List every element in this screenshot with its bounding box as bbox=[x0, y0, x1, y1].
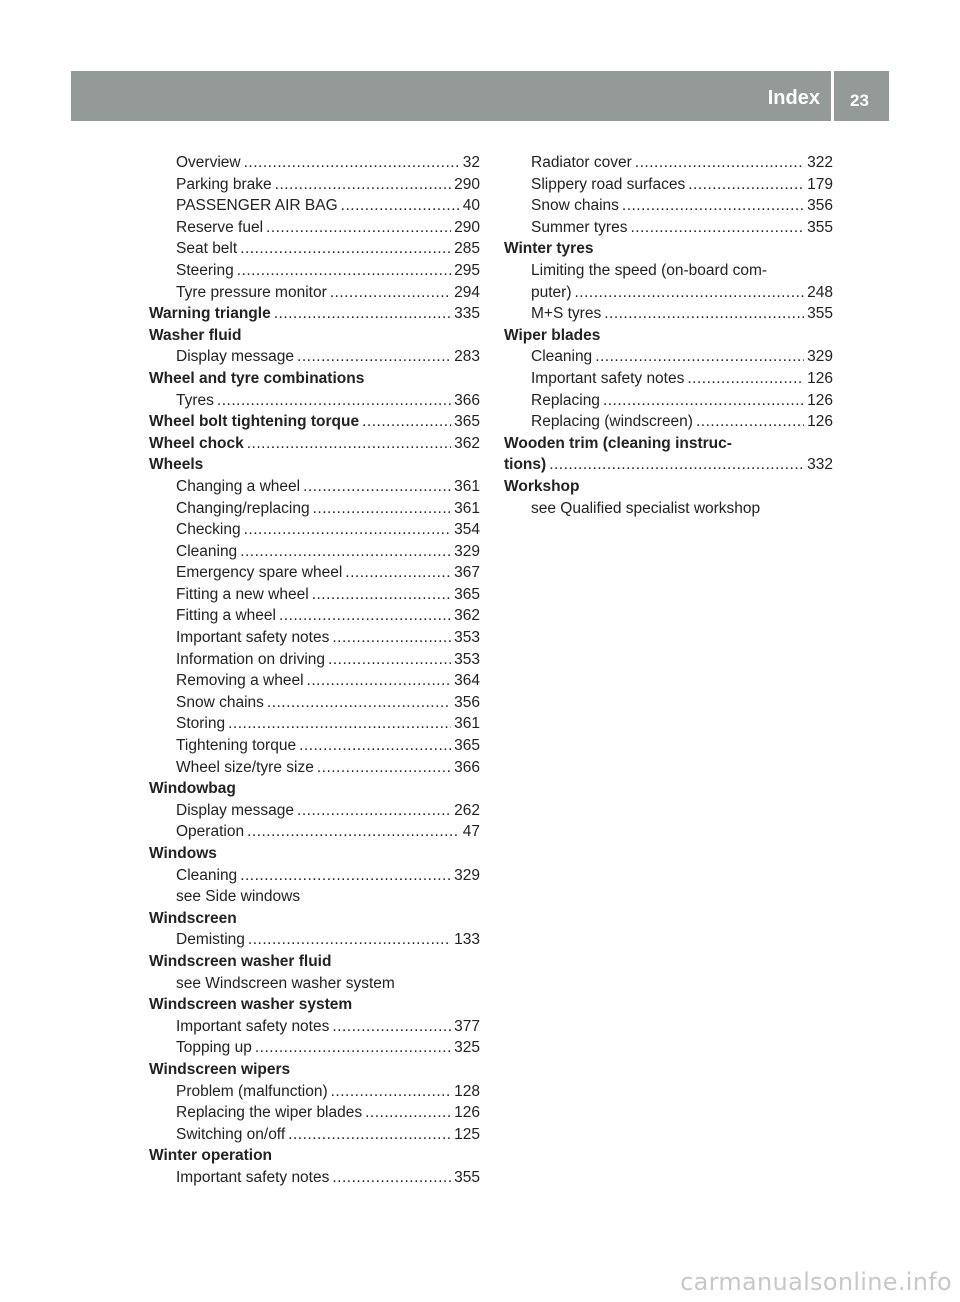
leader-dots bbox=[332, 1167, 451, 1189]
index-entry bbox=[149, 368, 480, 390]
leader-dots bbox=[687, 368, 804, 390]
index-entry bbox=[149, 778, 480, 800]
leader-dots bbox=[603, 390, 804, 412]
leader-dots bbox=[332, 627, 451, 649]
entry-page-number: 32 bbox=[462, 154, 480, 171]
index-entry bbox=[149, 713, 480, 735]
entry-label: Display message bbox=[176, 348, 295, 366]
index-entry bbox=[149, 843, 480, 865]
entry-label: Overview bbox=[176, 154, 241, 171]
leader-dots bbox=[312, 584, 451, 606]
watermark: carmanualsonline.info bbox=[680, 1268, 952, 1296]
index-entry bbox=[149, 908, 480, 930]
leader-dots bbox=[307, 670, 452, 692]
index-entry bbox=[149, 325, 480, 347]
entry-page-number: 126 bbox=[807, 391, 833, 409]
index-entry bbox=[504, 390, 833, 412]
index-entry bbox=[149, 282, 480, 304]
entry-label: Slippery road surfaces bbox=[531, 175, 686, 193]
entry-page-number: 322 bbox=[807, 154, 833, 171]
entry-label: Summer tyres bbox=[531, 218, 628, 236]
entry-page-number: 290 bbox=[454, 175, 480, 193]
entry-label: Snow chains bbox=[176, 693, 264, 711]
index-entry bbox=[149, 174, 480, 196]
entry-page-number: 354 bbox=[454, 521, 480, 539]
entry-page-number: 294 bbox=[454, 283, 480, 301]
index-entry bbox=[149, 994, 480, 1016]
entry-label: Washer fluid bbox=[149, 326, 242, 344]
entry-page-number: 366 bbox=[454, 391, 480, 409]
index-entry bbox=[149, 821, 480, 843]
index-entry bbox=[504, 152, 833, 174]
leader-dots bbox=[330, 282, 451, 304]
index-entry bbox=[149, 929, 480, 951]
entry-page-number: 40 bbox=[462, 197, 480, 215]
entry-page-number: 335 bbox=[454, 305, 480, 323]
entry-page-number: 355 bbox=[807, 218, 833, 236]
leader-dots bbox=[240, 541, 451, 563]
index-column-left bbox=[149, 152, 480, 1189]
leader-dots bbox=[328, 649, 451, 671]
leader-dots bbox=[244, 519, 452, 541]
entry-label: Workshop bbox=[504, 477, 580, 495]
entry-page-number: 329 bbox=[454, 866, 480, 884]
leader-dots bbox=[240, 865, 451, 887]
leader-dots bbox=[332, 1016, 451, 1038]
entry-label: Tyre pressure monitor bbox=[176, 283, 327, 301]
index-entry bbox=[149, 1059, 480, 1081]
section-title: Index bbox=[767, 87, 820, 109]
index-entry bbox=[149, 238, 480, 260]
entry-label: Cleaning bbox=[176, 866, 238, 884]
index-entry bbox=[149, 800, 480, 822]
entry-label: Wooden trim (cleaning instruc- bbox=[504, 434, 732, 452]
entry-label: Radiator cover bbox=[531, 154, 632, 171]
entry-page-number: 283 bbox=[454, 348, 480, 366]
entry-label: Tyres bbox=[176, 391, 214, 409]
index-entry bbox=[149, 670, 480, 692]
index-entry bbox=[149, 217, 480, 239]
entry-page-number: 377 bbox=[454, 1017, 480, 1035]
entry-label: Removing a wheel bbox=[176, 672, 304, 690]
entry-label: see Side windows bbox=[176, 888, 301, 906]
entry-label: Windows bbox=[149, 845, 217, 862]
index-entry bbox=[149, 260, 480, 282]
entry-label: Operation bbox=[176, 823, 245, 841]
index-entry bbox=[149, 476, 480, 498]
entry-label: Windscreen washer system bbox=[149, 996, 353, 1014]
index-entry bbox=[504, 195, 833, 217]
index-entry bbox=[149, 541, 480, 563]
entry-page-number: 365 bbox=[454, 413, 480, 431]
entry-label: see Qualified specialist workshop bbox=[531, 499, 761, 517]
entry-page-number: 365 bbox=[454, 585, 480, 603]
leader-dots bbox=[696, 411, 804, 433]
leader-dots bbox=[266, 217, 451, 239]
leader-dots bbox=[303, 476, 451, 498]
entry-label: Wheel and tyre combinations bbox=[149, 369, 365, 387]
entry-label: Replacing bbox=[531, 391, 600, 409]
leader-dots bbox=[549, 454, 804, 476]
entry-page-number: 353 bbox=[454, 650, 480, 668]
entry-label: see Windscreen washer system bbox=[176, 974, 395, 992]
leader-dots bbox=[267, 692, 451, 714]
leader-dots bbox=[630, 217, 804, 239]
index-entry bbox=[504, 325, 833, 347]
entry-label: Problem (malfunction) bbox=[176, 1082, 328, 1100]
index-entry bbox=[149, 605, 480, 627]
leader-dots bbox=[279, 605, 451, 627]
leader-dots bbox=[217, 390, 451, 412]
entry-label: Important safety notes bbox=[176, 1168, 330, 1186]
entry-label: Parking brake bbox=[176, 175, 272, 193]
index-entry bbox=[504, 346, 833, 368]
leader-dots bbox=[299, 735, 451, 757]
index-entry bbox=[149, 692, 480, 714]
entry-label: PASSENGER AIR BAG bbox=[176, 197, 338, 215]
entry-page-number: 290 bbox=[454, 218, 480, 236]
entry-label: Topping up bbox=[176, 1039, 252, 1057]
leader-dots bbox=[274, 303, 451, 325]
leader-dots bbox=[297, 346, 451, 368]
index-entry bbox=[149, 1102, 480, 1124]
entry-page-number: 355 bbox=[807, 305, 833, 323]
entry-label: Important safety notes bbox=[176, 629, 330, 647]
index-entry bbox=[149, 411, 480, 433]
entry-page-number: 367 bbox=[454, 564, 480, 582]
entry-page-number: 125 bbox=[454, 1125, 480, 1143]
index-entry bbox=[504, 174, 833, 196]
entry-page-number: 248 bbox=[807, 283, 833, 301]
entry-label: Switching on/off bbox=[176, 1125, 286, 1143]
index-entry bbox=[149, 519, 480, 541]
entry-page-number: 365 bbox=[454, 737, 480, 755]
index-entry bbox=[504, 433, 833, 455]
index-entry bbox=[149, 951, 480, 973]
entry-label: Windscreen bbox=[149, 909, 237, 927]
leader-dots bbox=[244, 152, 460, 174]
entry-page-number: 329 bbox=[454, 542, 480, 560]
index-entry bbox=[149, 390, 480, 412]
leader-dots bbox=[331, 1081, 452, 1103]
index-entry bbox=[149, 195, 480, 217]
leader-dots bbox=[317, 757, 451, 779]
entry-label: Windscreen wipers bbox=[149, 1060, 291, 1078]
entry-page-number: 126 bbox=[807, 369, 833, 387]
index-entry bbox=[149, 562, 480, 584]
entry-label: tions) bbox=[504, 456, 547, 474]
index-entry bbox=[504, 217, 833, 239]
entry-page-number: 366 bbox=[454, 758, 480, 776]
leader-dots bbox=[228, 713, 451, 735]
entry-label: Storing bbox=[176, 715, 226, 733]
entry-label: Information on driving bbox=[176, 650, 326, 668]
entry-label: Cleaning bbox=[176, 542, 238, 560]
entry-label: Display message bbox=[176, 801, 295, 819]
entry-label: Wheel chock bbox=[149, 434, 244, 452]
entry-label: Important safety notes bbox=[176, 1017, 330, 1035]
index-entry bbox=[504, 476, 833, 498]
leader-dots bbox=[345, 562, 451, 584]
leader-dots bbox=[362, 411, 451, 433]
entry-label: Windscreen washer fluid bbox=[149, 952, 332, 970]
entry-label: Fitting a new wheel bbox=[176, 585, 309, 603]
leader-dots bbox=[604, 303, 804, 325]
entry-page-number: 329 bbox=[807, 348, 833, 366]
leader-dots bbox=[288, 1124, 451, 1146]
index-entry bbox=[504, 368, 833, 390]
entry-label: Fitting a wheel bbox=[176, 607, 276, 625]
entry-label: Reserve fuel bbox=[176, 218, 264, 236]
entry-label: Important safety notes bbox=[531, 369, 685, 387]
index-entry bbox=[149, 1016, 480, 1038]
entry-page-number: 47 bbox=[462, 823, 480, 841]
entry-page-number: 356 bbox=[454, 693, 480, 711]
entry-label: M+S tyres bbox=[531, 305, 602, 323]
index-entry bbox=[504, 260, 833, 282]
leader-dots bbox=[240, 238, 451, 260]
entry-label: Replacing (windscreen) bbox=[531, 413, 693, 431]
leader-dots bbox=[247, 821, 460, 843]
entry-page-number: 133 bbox=[454, 931, 480, 949]
entry-label: Replacing the wiper blades bbox=[176, 1104, 363, 1122]
index-column-right bbox=[504, 152, 833, 519]
entry-label: Windowbag bbox=[149, 780, 236, 798]
leader-dots bbox=[635, 152, 804, 174]
index-entry bbox=[149, 1124, 480, 1146]
entry-label: Limiting the speed (on-board com- bbox=[531, 261, 768, 279]
index-entry bbox=[149, 152, 480, 174]
leader-dots bbox=[575, 282, 805, 304]
leader-dots bbox=[297, 800, 451, 822]
entry-page-number: 126 bbox=[454, 1104, 480, 1122]
leader-dots bbox=[255, 1037, 451, 1059]
leader-dots bbox=[275, 174, 451, 196]
leader-dots bbox=[622, 195, 804, 217]
entry-label: Warning triangle bbox=[149, 305, 271, 323]
entry-label: Emergency spare wheel bbox=[176, 564, 343, 582]
header-bar bbox=[71, 71, 889, 121]
entry-page-number: 362 bbox=[454, 434, 480, 452]
entry-page-number: 353 bbox=[454, 629, 480, 647]
entry-label: Checking bbox=[176, 521, 241, 539]
entry-page-number: 126 bbox=[807, 413, 833, 431]
entry-page-number: 355 bbox=[454, 1168, 480, 1186]
index-entry bbox=[504, 238, 833, 260]
page-number: 23 bbox=[850, 91, 869, 110]
index-entry bbox=[149, 1167, 480, 1189]
entry-page-number: 179 bbox=[807, 175, 833, 193]
entry-page-number: 356 bbox=[807, 197, 833, 215]
index-entry bbox=[149, 973, 480, 995]
entry-page-number: 332 bbox=[807, 456, 833, 474]
entry-page-number: 361 bbox=[454, 715, 480, 733]
entry-label: Wheel bolt tightening torque bbox=[149, 413, 360, 431]
index-entry bbox=[149, 303, 480, 325]
entry-label: Wheels bbox=[149, 456, 204, 474]
index-entry bbox=[149, 346, 480, 368]
leader-dots bbox=[341, 195, 460, 217]
entry-label: Changing a wheel bbox=[176, 477, 301, 495]
index-entry bbox=[149, 1145, 480, 1167]
entry-label: Tightening torque bbox=[176, 737, 297, 755]
entry-label: Demisting bbox=[176, 931, 245, 949]
entry-label: Winter tyres bbox=[504, 240, 594, 258]
index-entry bbox=[149, 865, 480, 887]
entry-page-number: 285 bbox=[454, 240, 480, 258]
index-entry bbox=[504, 454, 833, 476]
entry-page-number: 295 bbox=[454, 261, 480, 279]
index-entry bbox=[149, 627, 480, 649]
entry-label: Cleaning bbox=[531, 348, 593, 366]
index-entry bbox=[149, 757, 480, 779]
entry-page-number: 361 bbox=[454, 477, 480, 495]
index-entry bbox=[149, 433, 480, 455]
index-entry bbox=[149, 1081, 480, 1103]
leader-dots bbox=[237, 260, 451, 282]
index-entry bbox=[504, 282, 833, 304]
leader-dots bbox=[313, 498, 452, 520]
index-entry bbox=[504, 303, 833, 325]
index-entry bbox=[504, 411, 833, 433]
leader-dots bbox=[595, 346, 804, 368]
entry-label: Snow chains bbox=[531, 197, 619, 215]
entry-label: Wheel size/tyre size bbox=[176, 758, 314, 776]
entry-label: Steering bbox=[176, 261, 234, 279]
entry-label: Seat belt bbox=[176, 240, 238, 258]
entry-page-number: 262 bbox=[454, 801, 480, 819]
index-entry bbox=[149, 498, 480, 520]
index-entry bbox=[149, 649, 480, 671]
index-entry bbox=[149, 584, 480, 606]
entry-label: puter) bbox=[531, 283, 572, 301]
index-entry bbox=[149, 886, 480, 908]
index-entry bbox=[149, 454, 480, 476]
entry-page-number: 362 bbox=[454, 607, 480, 625]
entry-label: Changing/replacing bbox=[176, 499, 310, 517]
leader-dots bbox=[688, 174, 804, 196]
entry-page-number: 364 bbox=[454, 672, 480, 690]
index-entry bbox=[149, 735, 480, 757]
header-divider bbox=[831, 71, 834, 121]
entry-label: Winter operation bbox=[149, 1147, 273, 1165]
entry-page-number: 361 bbox=[454, 499, 480, 517]
entry-page-number: 325 bbox=[454, 1039, 480, 1057]
index-entry bbox=[504, 498, 833, 520]
index-entry bbox=[149, 1037, 480, 1059]
entry-page-number: 128 bbox=[454, 1082, 480, 1100]
entry-label: Wiper blades bbox=[504, 326, 601, 344]
leader-dots bbox=[248, 929, 451, 951]
leader-dots bbox=[247, 433, 451, 455]
leader-dots bbox=[365, 1102, 451, 1124]
